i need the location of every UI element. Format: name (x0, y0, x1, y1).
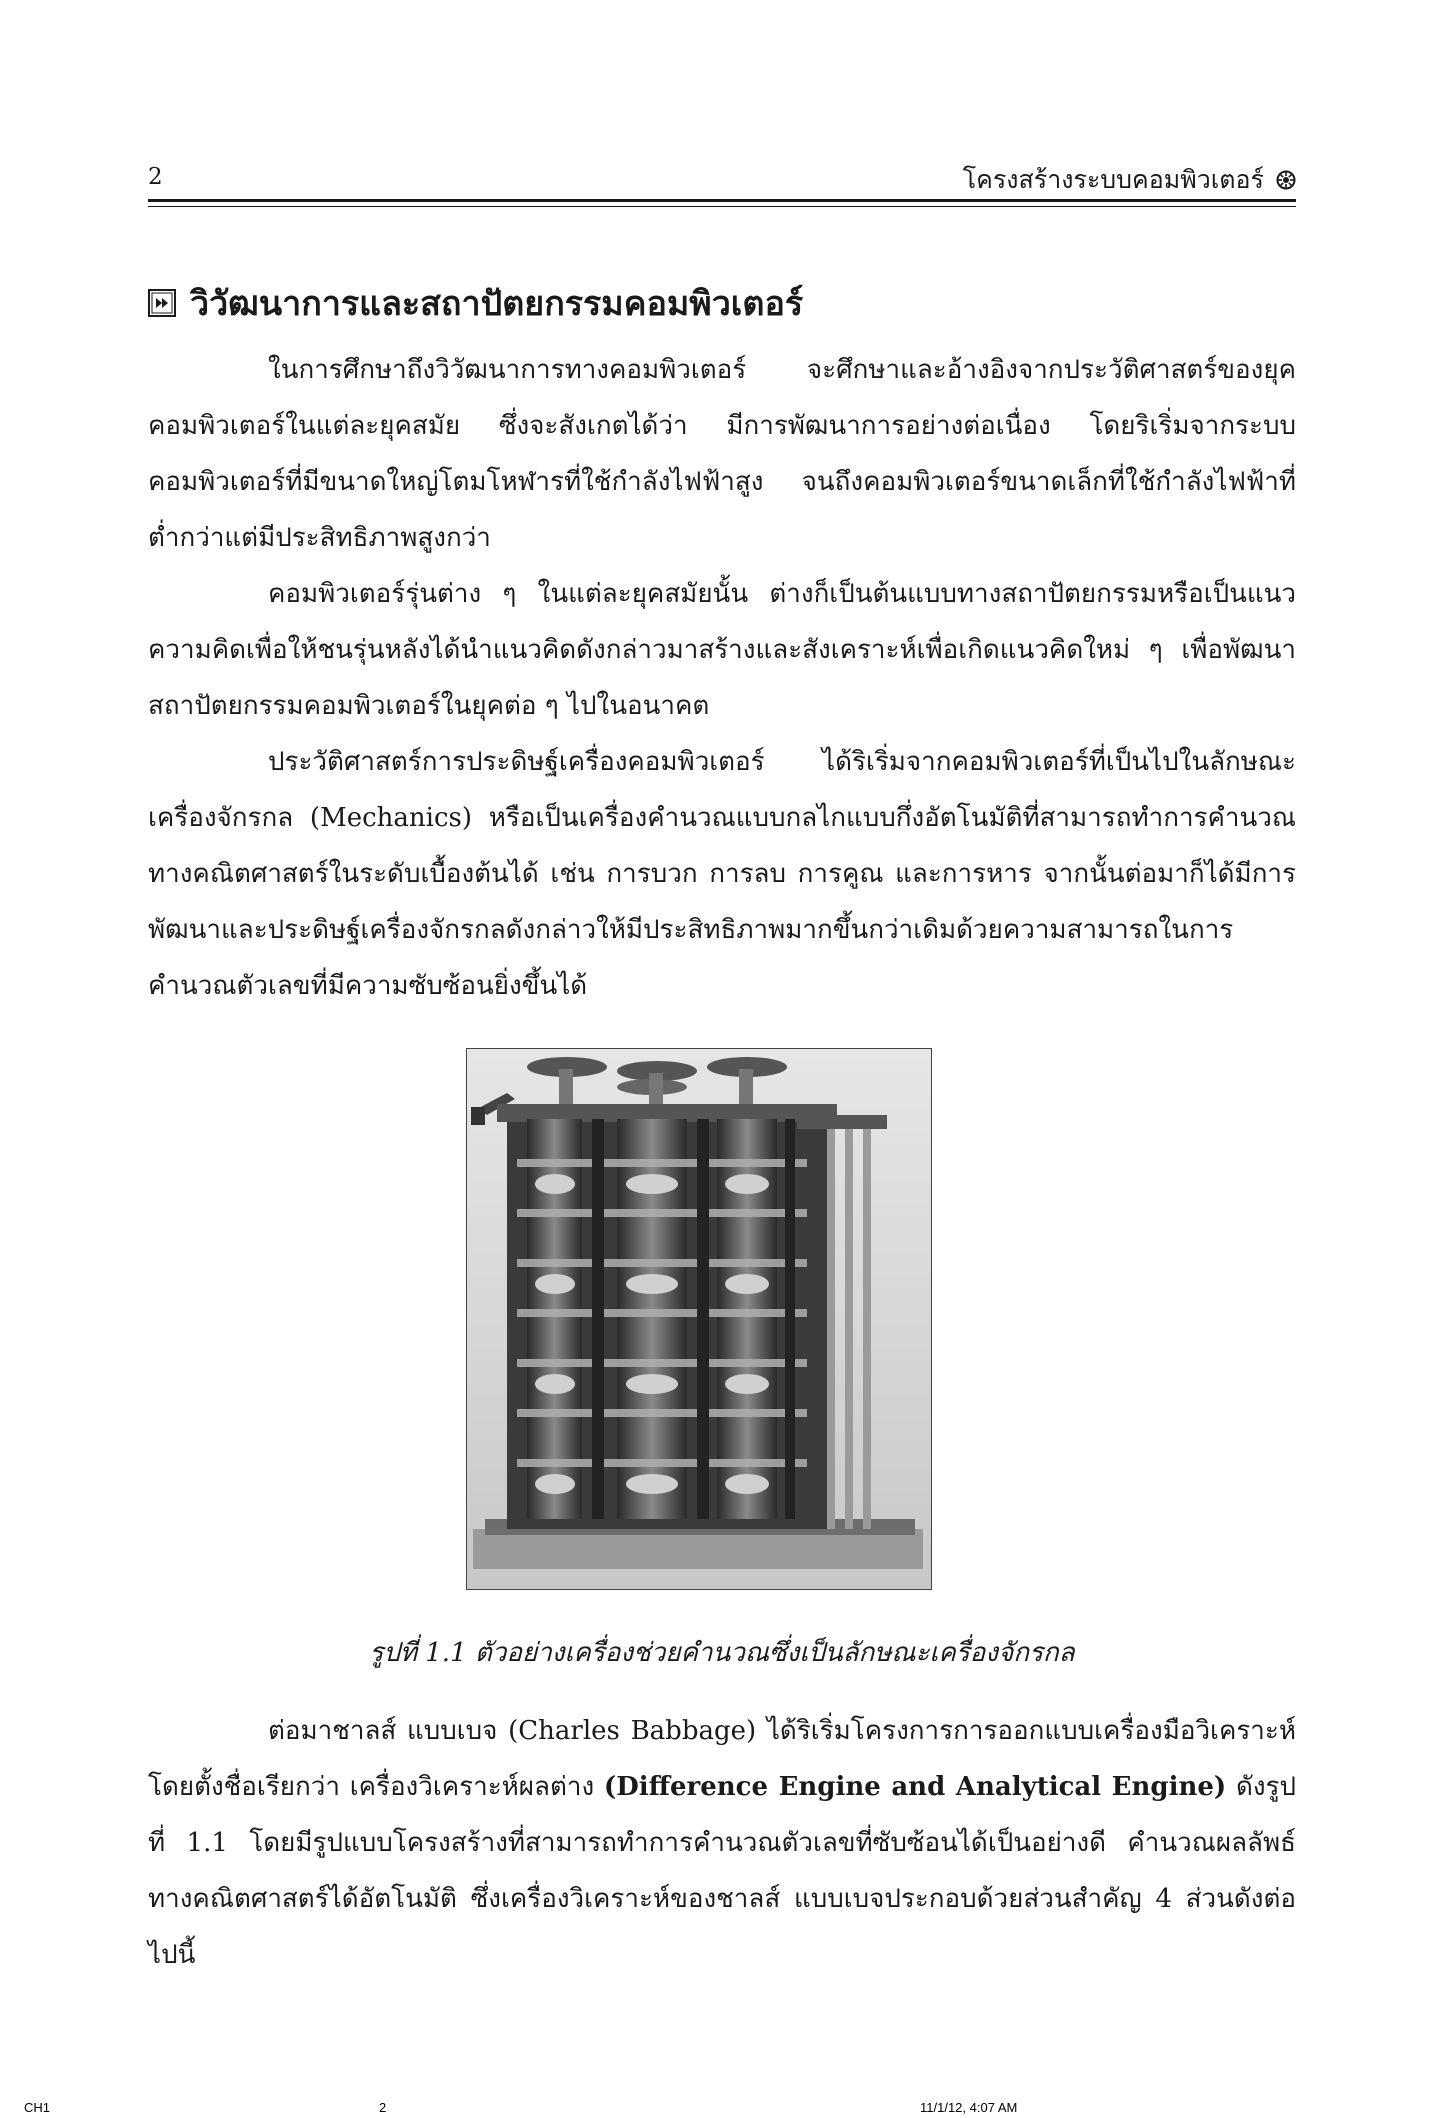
paragraph-4-bold-term: (Difference Engine and Analytical Engine) (603, 1772, 1227, 1802)
section-heading (148, 276, 1296, 330)
gear-icon (1276, 170, 1296, 190)
running-title (963, 160, 1296, 200)
paragraph-4 (148, 1703, 1296, 1983)
page-header (148, 160, 1296, 200)
print-footer (0, 2100, 1432, 2118)
page-number: 2 (148, 164, 163, 190)
fast-forward-box-icon (148, 289, 176, 317)
paragraph-2-text: คอมพิวเตอร์รุ่นต่าง ๆ ในแต่ละยุคสมัยนั้น ต่างก็เป็นต้นแบบทางสถาปัตยกรรมหรือเป็นแนวความคิดเพื่อให้ชนรุ่นหลังได้นำแนวคิดดังกล่าวมาสร้างและสังเคราะห์เพื่อเกิดแนวคิดใหม่ ๆ เพื่อพัฒนาสถาปัตยกรรมคอมพิวเตอร์ในยุคต่อ ๆ ไปในอนาคต (148, 579, 1296, 721)
paragraph-4-part2: ดังรูปที่ 1.1 โดยมีรูปแบบโครงสร้างที่สามารถทำการคำนวณตัวเลขที่ซับซ้อนได้เป็นอย่างดี คำนวณผลลัพธ์ทางคณิตศาสตร์ได้อัตโนมัติ ซึ่งเครื่องวิเคราะห์ของชาลส์ แบบเบจประกอบด้วยส่วนสำคัญ 4 ส่วนดังต่อไปนี้ (148, 1772, 1296, 1970)
paragraph-1-text: ในการศึกษาถึงวิวัฒนาการทางคอมพิวเตอร์ จะศึกษาและอ้างอิงจากประวัติศาสตร์ของยุคคอมพิวเตอร์ในแต่ละยุคสมัย ซึ่งจะสังเกตได้ว่า มีการพัฒนาการอย่างต่อเนื่อง โดยริเริ่มจากระบบคอมพิวเตอร์ที่มีขนาดใหญ่โตมโหฬารที่ใช้กำลังไฟฟ้าสูง จนถึงคอมพิวเตอร์ขนาดเล็กที่ใช้กำลังไฟฟ้าที่ต่ำกว่าแต่มีประสิทธิภาพสูงกว่า (148, 355, 1296, 553)
running-title-text: โครงสร้างระบบคอมพิวเตอร์ (962, 165, 1264, 194)
paragraph-3 (148, 734, 1296, 1014)
section-heading-text: วิวัฒนาการและสถาปัตยกรรมคอมพิวเตอร์ (190, 284, 804, 324)
paragraph-4-text (148, 1703, 1296, 1983)
footer-page: 2 (379, 2100, 387, 2115)
header-rule-thin (148, 206, 1296, 207)
paragraph-3-text: ประวัติศาสตร์การประดิษฐ์เครื่องคอมพิวเตอร์ ได้ริเริ่มจากคอมพิวเตอร์ที่เป็นไปในลักษณะเครื่องจักรกล (Mechanics) หรือเป็นเครื่องคำนวณแบบกลไกแบบกึ่งอัตโนมัติที่สามารถทำการคำนวณทางคณิตศาสตร์ในระดับเบื้องต้นได้ เช่น การบวก การลบ การคูณ และการหาร จากนั้นต่อมาก็ได้มีการพัฒนาและประดิษฐ์เครื่องจักรกลดังกล่าวให้มีประสิทธิภาพมากขึ้นกว่าเดิมด้วยความสามารถในการคำนวณตัวเลขที่มีความซับซ้อนยิ่งขึ้นได้ (148, 747, 1296, 1001)
paragraph-4-part1: ต่อมาชาลส์ แบบเบจ (Charles Babbage) ได้ริเริ่มโครงการการออกแบบเครื่องมือวิเคราะห์ โดยตั้งชื่อเรียกว่า เครื่องวิเคราะห์ผลต่าง (148, 1716, 1296, 1802)
figure-caption: รูปที่ 1.1 ตัวอย่างเครื่องช่วยคำนวณซึ่งเป็นลักษณะเครื่องจักรกล (369, 1638, 1075, 1668)
paragraph-1 (148, 342, 1296, 566)
paragraph-2 (148, 566, 1296, 734)
footer-timestamp: 11/1/12, 4:07 AM (920, 2100, 1018, 2115)
footer-chapter: CH1 (24, 2100, 51, 2115)
header-rule-thick (148, 199, 1296, 202)
difference-engine-photo (466, 1048, 932, 1590)
